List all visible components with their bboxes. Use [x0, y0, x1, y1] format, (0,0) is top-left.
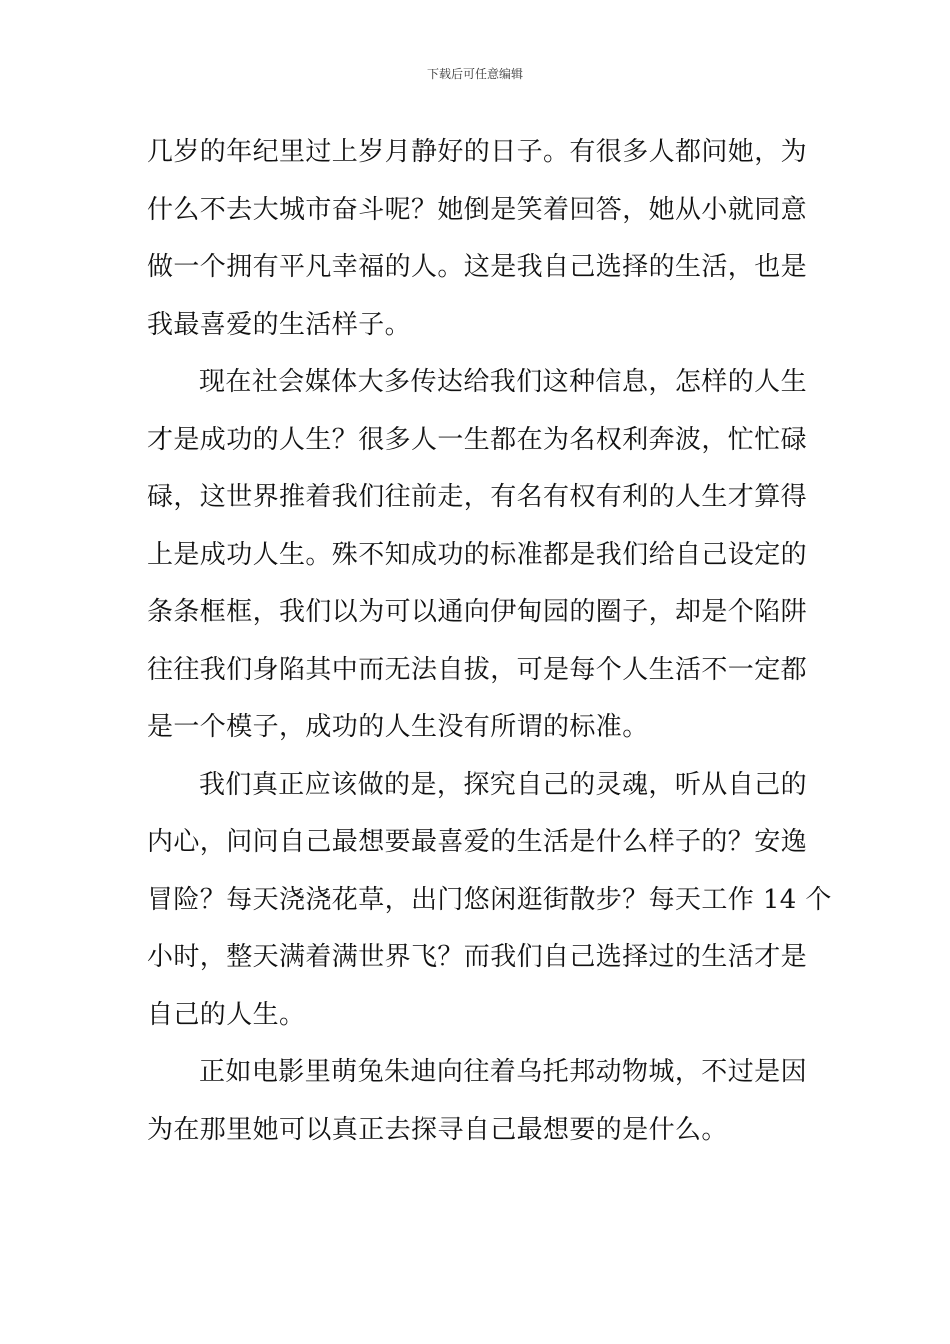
text-line: 是一个模子，成功的人生没有所谓的标准。 [147, 712, 649, 742]
text-line: 才是成功的人生？很多人一生都在为名权利奔波，忙忙碌 [147, 424, 808, 455]
text-line: 现在社会媒体大多传达给我们这种信息，怎样的人生 [199, 367, 807, 397]
paragraph-3 [147, 757, 832, 1045]
text-line: 碌，这世界推着我们往前走，有名有权有利的人生才算得 [147, 482, 808, 512]
text-line: 做一个拥有平凡幸福的人。这是我自己选择的生活，也是 [147, 252, 808, 282]
text-line: 冒险？每天浇浇花草，出门悠闲逛街散步？每天工作 14 个 [147, 884, 832, 915]
text-line: 什么不去大城市奋斗呢？她倒是笑着回答，她从小就同意 [147, 194, 808, 225]
paragraph-4 [147, 1044, 807, 1159]
text-line: 几岁的年纪里过上岁月静好的日子。有很多人都问她，为 [147, 137, 808, 167]
text-line: 为在那里她可以真正去探寻自己最想要的是什么。 [147, 1114, 728, 1145]
text-line: 自己的人生。 [147, 999, 306, 1030]
text-line: 我们真正应该做的是，探究自己的灵魂，听从自己的 [199, 769, 807, 800]
document-body [147, 124, 832, 1159]
text-line: 小时，整天满着满世界飞？而我们自己选择过的生活才是 [147, 942, 808, 972]
text-line: 往往我们身陷其中而无法自拔，可是每个人生活不一定都 [147, 654, 808, 685]
text-line: 条条框框，我们以为可以通向伊甸园的圈子，却是个陷阱 [147, 597, 808, 627]
text-line: 上是成功人生。殊不知成功的标准都是我们给自己设定的 [147, 539, 808, 570]
text-line: 我最喜爱的生活样子。 [147, 309, 412, 340]
page-header: 下载后可任意编辑 [426, 67, 523, 81]
text-line: 内心，问问自己最想要最喜爱的生活是什么样子的？安逸 [147, 827, 808, 857]
text-line: 正如电影里萌兔朱迪向往着乌托邦动物城，不过是因 [199, 1057, 807, 1087]
paragraph-1 [147, 124, 807, 354]
paragraph-2 [147, 354, 807, 757]
